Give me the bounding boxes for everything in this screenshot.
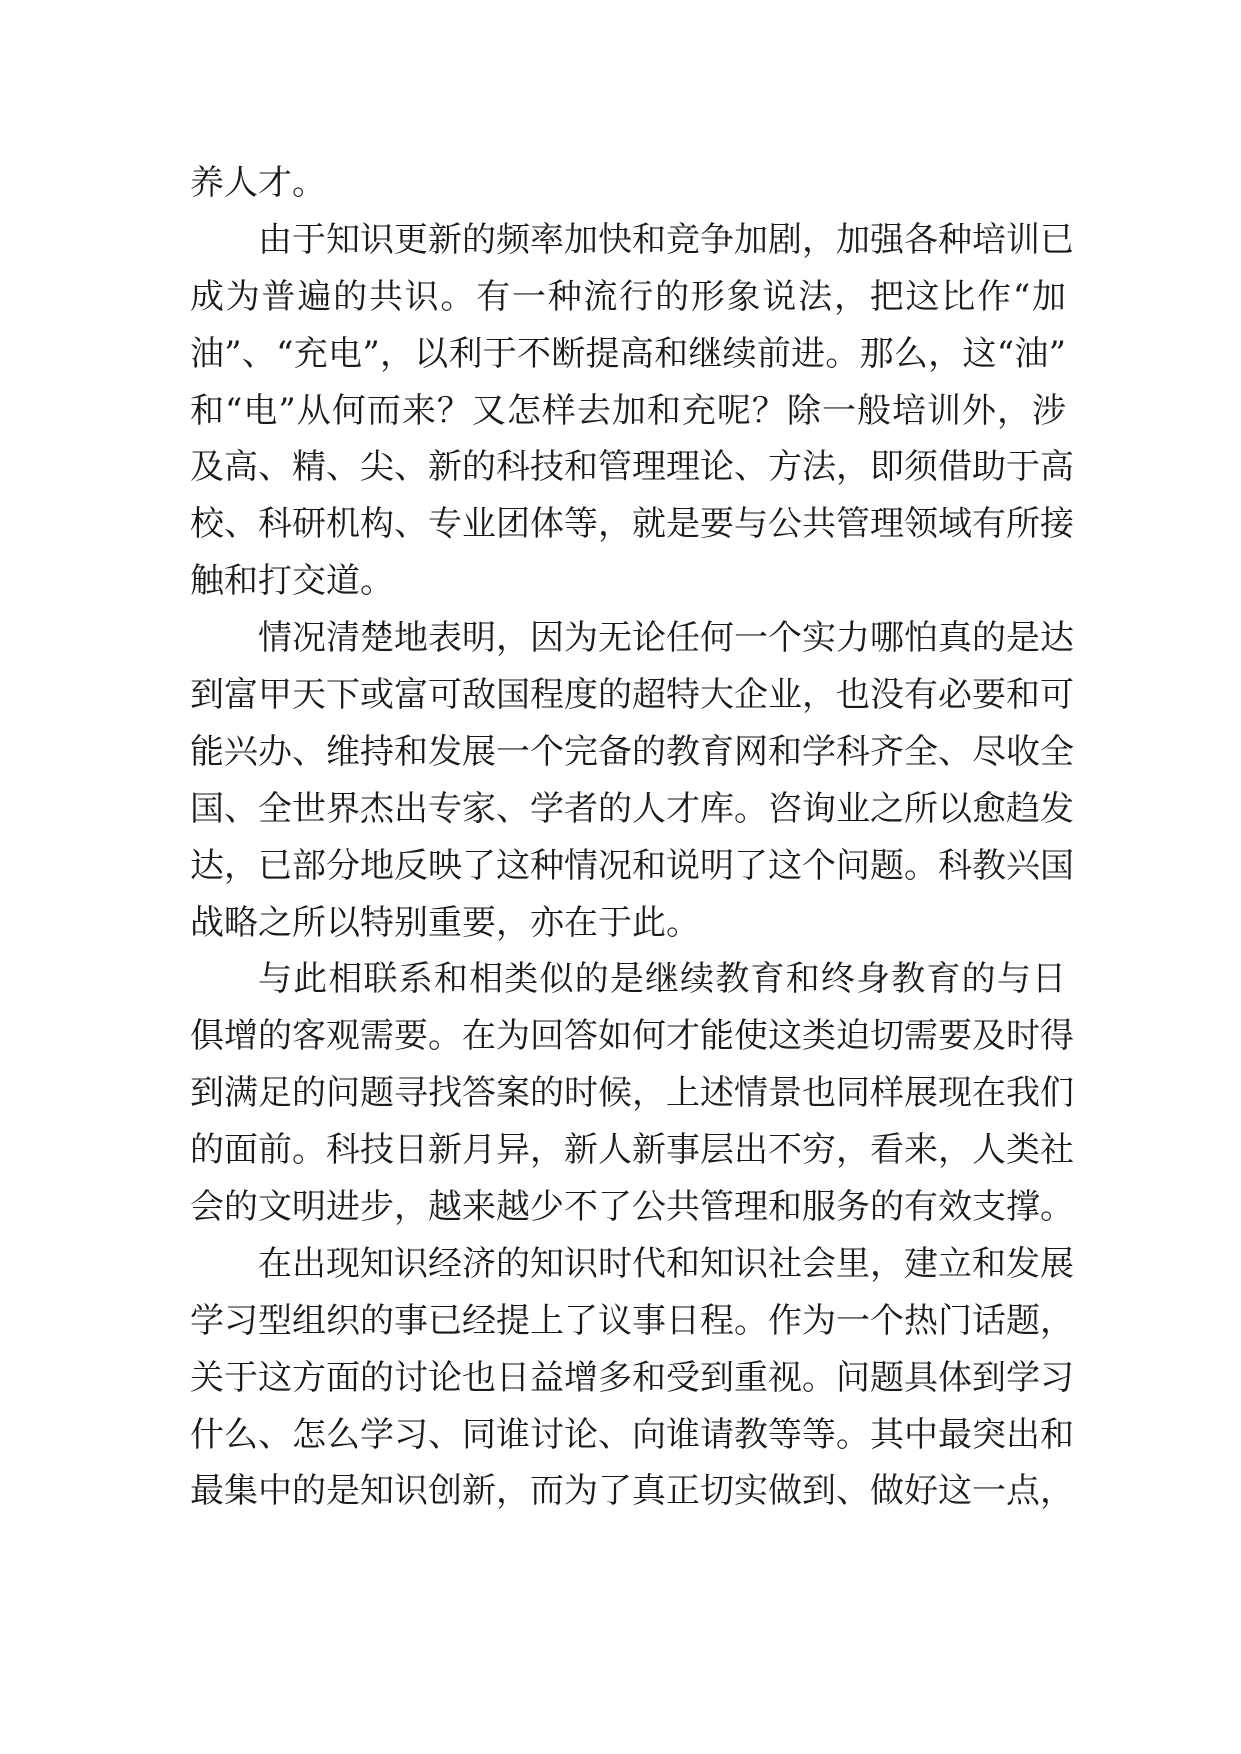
- paragraph-line: 关于这方面的讨论也日益增多和受到重视。问题具体到学习: [190, 1357, 1074, 1398]
- paragraph-line: 情况清楚地表明，因为无论任何一个实力哪怕真的是达: [258, 618, 1074, 659]
- paragraph-line: 俱增的客观需要。在为回答如何才能使这类迫切需要及时得: [190, 1016, 1074, 1057]
- paragraph-line: 最集中的是知识创新，而为了真正切实做到、做好这一点，: [190, 1471, 1074, 1512]
- paragraph-line: 及高、精、尖、新的科技和管理理论、方法，即须借助于高: [190, 447, 1074, 488]
- paragraph-line: 在出现知识经济的知识时代和知识社会里，建立和发展: [258, 1243, 1074, 1284]
- paragraph-line: 校、科研机构、专业团体等，就是要与公共管理领域有所接: [190, 504, 1074, 545]
- paragraph-line: 什么、怎么学习、同谁讨论、向谁请教等等。其中最突出和: [190, 1414, 1074, 1455]
- paragraph-line: 会的文明进步，越来越少不了公共管理和服务的有效支撑。: [190, 1187, 1074, 1228]
- paragraph-line: 学习型组织的事已经提上了议事日程。作为一个热门话题，: [190, 1300, 1074, 1341]
- paragraph-line: 触和打交道。: [190, 561, 394, 602]
- paragraph-line: 与此相联系和相类似的是继续教育和终身教育的与日: [258, 959, 1066, 1000]
- paragraph-line: 到富甲天下或富可敌国程度的超特大企业，也没有必要和可: [190, 675, 1074, 716]
- paragraph-line: 成为普遍的共识。有一种流行的形象说法，把这比作“加: [190, 276, 1066, 317]
- paragraph-line: 的面前。科技日新月异，新人新事层出不穷，看来，人类社: [190, 1130, 1074, 1171]
- paragraph-line: 养人才。: [190, 163, 326, 203]
- paragraph-line: 达，已部分地反映了这种情况和说明了这个问题。科教兴国: [190, 845, 1074, 886]
- paragraph-line: 能兴办、维持和发展一个完备的教育网和学科齐全、尽收全: [190, 731, 1074, 772]
- document-body: [190, 155, 1074, 1520]
- paragraph-line: 战略之所以特别重要，亦在于此。: [190, 902, 700, 943]
- paragraph-line: 由于知识更新的频率加快和竞争加剧，加强各种培训已: [258, 219, 1074, 260]
- paragraph-line: 国、全世界杰出专家、学者的人才库。咨询业之所以愈趋发: [190, 788, 1074, 829]
- paragraph-line: 油”、“充电”，以利于不断提高和继续前进。那么，这“油”: [190, 333, 1066, 374]
- paragraph-line: 和“电”从何而来？又怎样去加和充呢？除一般培训外，涉: [190, 390, 1066, 431]
- paragraph-line: 到满足的问题寻找答案的时候，上述情景也同样展现在我们: [190, 1073, 1074, 1114]
